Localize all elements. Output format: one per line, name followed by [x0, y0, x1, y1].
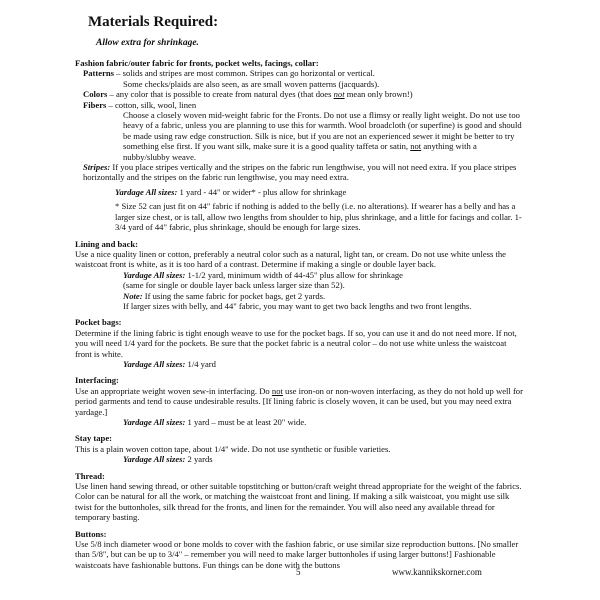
- interfacing-not: not: [271, 385, 283, 396]
- colors-text-b: mean only brown!): [344, 89, 413, 100]
- stay-tape-yardage: [75, 454, 525, 464]
- stay-tape-heading: Stay tape:: [75, 433, 112, 444]
- interfacing-yardage-text: 1 yard – must be at least 20" wide.: [185, 417, 307, 427]
- document-body: [75, 52, 525, 570]
- interfacing-text: [75, 386, 525, 417]
- lining-yardage-text: 1-1/2 yard, minimum width of 44-45" plus allow for shrinkage: [185, 269, 403, 280]
- colors-label: Colors: [83, 89, 108, 100]
- pocket-heading: Pocket bags:: [75, 317, 122, 328]
- fashion-fabric-heading: Fashion fabric/outer fabric for fronts, pocket welts, facings, collar:: [75, 58, 319, 68]
- fibers-para-b: anything with a nubby/slubby weave.: [123, 141, 477, 162]
- patterns-line-2: Some checks/plaids are also seen, as are small woven patterns (jacquards).: [123, 78, 380, 89]
- buttons-text: Use 5/8 inch diameter wood or bone molds to cover with the fashion fabric, or use similar size reproduction buttons. [No smaller than 5/8", but can be up to 3/4" – remember you will need to make larger buttonholes if using larger buttons!] Fashionable waistcoats have fashionable buttons. Fun things can be done with the buttons: [75, 539, 519, 570]
- interfacing-text-b: use iron-on or non-woven interfacing, as they do not hold up well for period garments and tend to cause undesirable results. [If lining fabric is closely woven, it can be used, but you may need extra yardage.]: [75, 385, 523, 417]
- fibers-line: [75, 100, 525, 110]
- stay-tape-text: This is a plain woven cotton tape, about 1/4" wide. Do not use synthetic or fusible varieties.: [75, 443, 391, 454]
- fibers-label: Fibers: [83, 99, 107, 110]
- patterns-label: Patterns: [83, 68, 115, 79]
- stripes-label: Stripes:: [83, 162, 111, 173]
- buttons-heading: Buttons:: [75, 528, 107, 539]
- pocket-yardage-text: 1/4 yard: [185, 358, 216, 369]
- fibers-text: – cotton, silk, wool, linen: [106, 99, 197, 110]
- patterns-line: [75, 68, 525, 78]
- pocket-yardage: [75, 359, 525, 369]
- stripes-paragraph: [75, 162, 525, 183]
- fibers-para-a: Choose a closely woven mid-weight fabric for the Fronts. Do not use a flimsy or really light weight. Do not use too heavy of a fabric, unless you are planning to use this for warmth. Wool broadcloth (or superfine) is good and should be made using raw edge construction. Silk is nice, but if you are not an experienced sewer it might be better to try something else first. If you want silk, make sure it is a good quality taffeta or satin,: [123, 110, 522, 152]
- footer-url: www.kannikskorner.com: [392, 567, 482, 577]
- stripes-text: If you place stripes vertically and the stripes on the fabric run lengthwise, you will not need extra. If you place stripes horizontally and the stripes on the fabric run lengthwise, you may need extra.: [83, 162, 517, 183]
- lining-yardage-label: Yardage All sizes:: [123, 269, 186, 280]
- fibers-not: not: [410, 141, 422, 152]
- pocket-yardage-label: Yardage All sizes:: [123, 358, 186, 369]
- patterns-text: – solids and stripes are most common. Stripes can go horizontal or vertical.: [114, 68, 375, 79]
- interfacing-yardage-label: Yardage All sizes:: [123, 417, 186, 427]
- lining-yardage: [75, 270, 525, 280]
- fashion-yardage-label: Yardage All sizes:: [115, 186, 178, 197]
- colors-text-a: – any color that is possible to create from natural dyes (that does: [107, 89, 334, 100]
- thread-heading: Thread:: [75, 470, 105, 481]
- lining-note-text: If using the same fabric for pocket bags, get 2 yards.: [142, 290, 326, 301]
- lining-note-label: Note:: [123, 290, 143, 301]
- lining-note-2: If larger sizes with belly, and 44" fabric, you may want to get two back lengths and two front lengths.: [123, 300, 472, 311]
- shrinkage-note: Allow extra for shrinkage.: [96, 38, 199, 48]
- thread-text: Use linen hand sewing thread, or other suitable topstitching or button/craft weight thread appropriate for the weight of the fabrics. Color can be natural for all the work, or matching the waistcoat front and lining. If making a silk waistcoat, you might use silk twist for the buttonholes, silk thread for the fronts, and linen for the remainder. You will also need any available thread for temporary basting.: [75, 481, 522, 523]
- lining-text: Use a nice quality linen or cotton, preferably a neutral color such as a natural, light tan, or cream. Do not use white unless the waistcoat front is white, as it is too hard of a contrast. Determine if making a single or double layer back.: [75, 248, 506, 270]
- pocket-text: Determine if the lining fabric is tight enough weave to use for the pocket bags. If so, you can use it and do not need more. If not, you will need 1/4 yard for the pockets. Be sure that the pocket fabric is a neutral color – do not use white unless the waistcoat front is white.: [75, 327, 517, 359]
- stay-yardage-label: Yardage All sizes:: [123, 454, 186, 465]
- page-title: Materials Required:: [88, 14, 219, 30]
- page-number: 5: [296, 567, 301, 577]
- fibers-paragraph: [75, 110, 525, 162]
- size-note: * Size 52 can just fit on 44" fabric if nothing is added to the belly (i.e. no alterations). If wearer has a belly and has a larger size chest, or is tall, allow two lengths from shoulder to hip, plus shrinkage, and a little for facings and collar. 1-3/4 yard of 44" fabric, plus shrinkage, should be enough for large sizes.: [115, 201, 522, 233]
- lining-note: [75, 291, 525, 301]
- fashion-yardage-text: 1 yard - 44" or wider* - plus allow for shrinkage: [177, 186, 347, 197]
- lining-heading: Lining and back:: [75, 238, 139, 249]
- stay-yardage-text: 2 yards: [185, 454, 213, 465]
- interfacing-heading: Interfacing:: [75, 375, 119, 386]
- colors-not: not: [333, 89, 345, 100]
- colors-line: [75, 89, 525, 99]
- fashion-yardage: [75, 187, 525, 197]
- interfacing-text-a: Use an appropriate weight woven sew-in interfacing. Do: [75, 385, 272, 396]
- lining-yardage-2: (same for single or double layer back unless larger size than 52).: [123, 280, 345, 291]
- interfacing-yardage: [75, 417, 525, 427]
